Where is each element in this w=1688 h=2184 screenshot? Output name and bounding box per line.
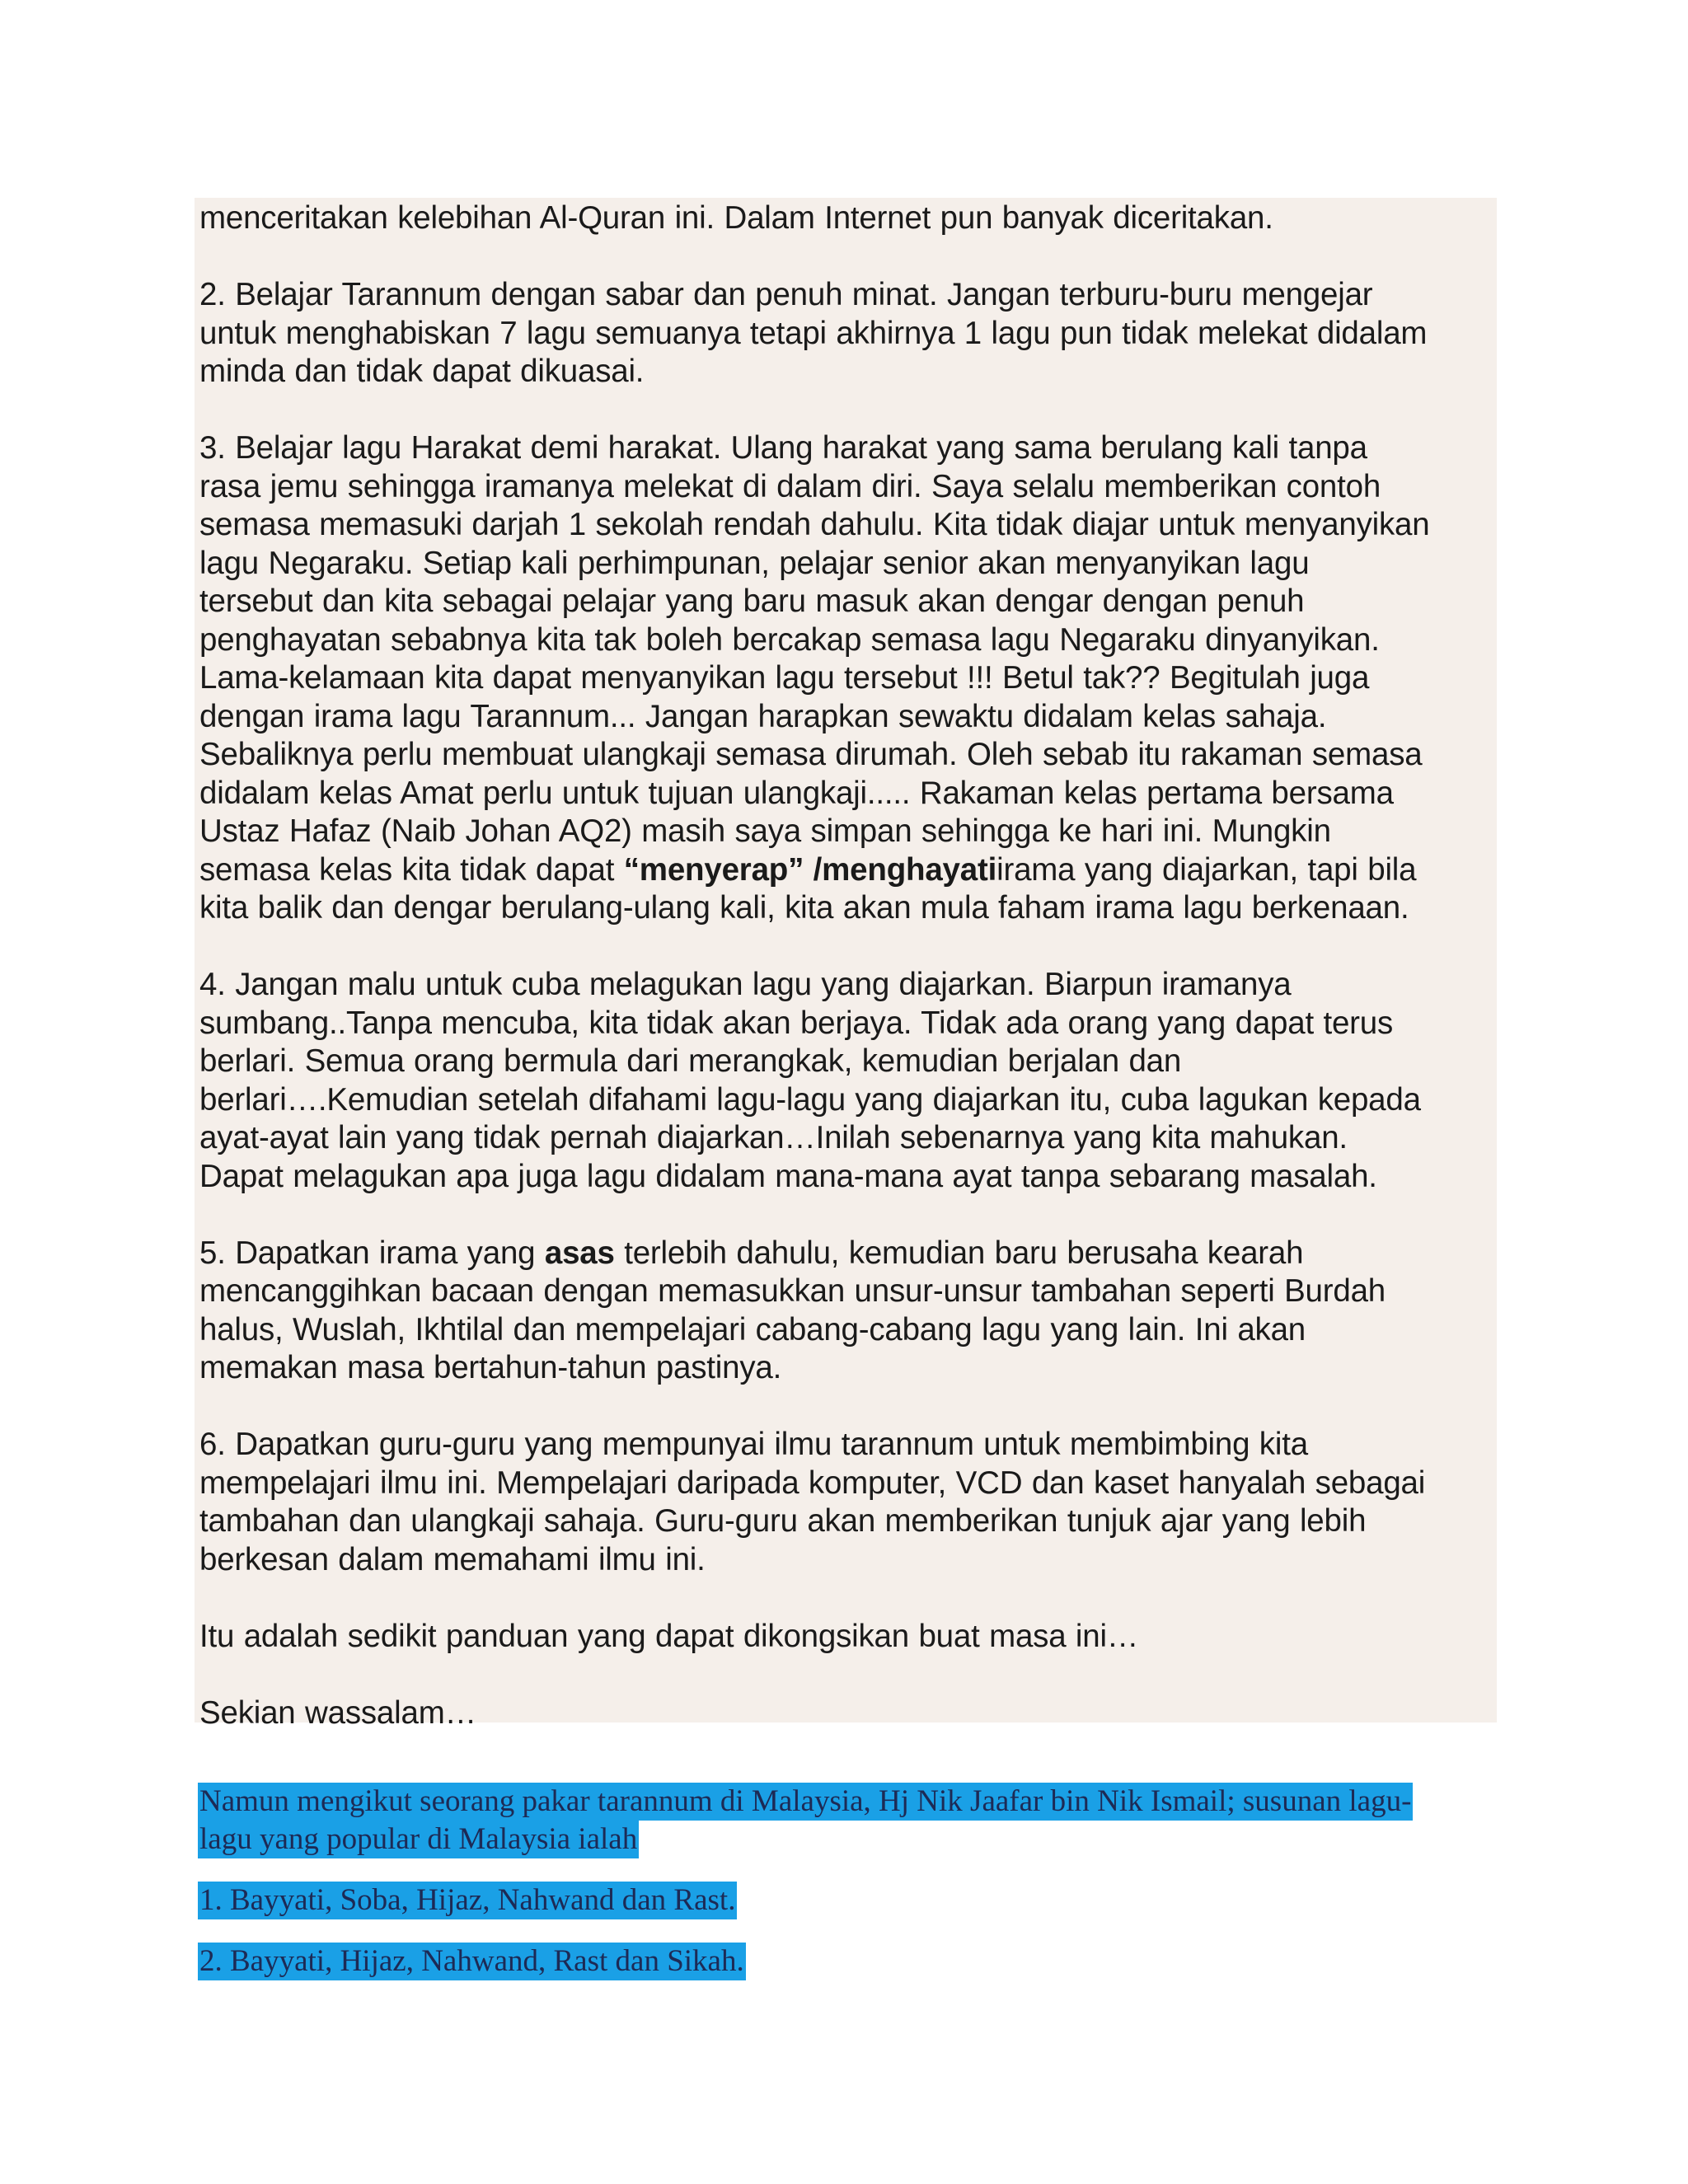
text-line-with-bold: [199, 851, 1493, 890]
text-line: tersebut dan kita sebagai pelajar yang baru masuk akan dengar dengan penuh: [199, 583, 1305, 619]
highlighted-line: 2. Bayyati, Hijaz, Nahwand, Rast dan Sikah.: [198, 1943, 746, 1980]
paragraph-tip-5: [199, 1235, 1493, 1388]
text-line: Sekian wassalam…: [199, 1694, 476, 1731]
text-line: dengan irama lagu Tarannum... Jangan harapkan sewaktu didalam kelas sahaja.: [199, 698, 1327, 734]
highlighted-intro: [198, 1783, 1500, 1858]
text-line: Ustaz Hafaz (Naib Johan AQ2) masih saya simpan sehingga ke hari ini. Mungkin: [199, 813, 1331, 849]
text-line: semasa memasuki darjah 1 sekolah rendah dahulu. Kita tidak diajar untuk menyanyikan: [199, 507, 1430, 542]
text-line: penghayatan sebabnya kita tak boleh bercakap semasa lagu Negaraku dinyanyikan.: [199, 621, 1380, 658]
text-line: 6. Dapatkan guru-guru yang mempunyai ilmu tarannum untuk membimbing kita: [199, 1427, 1308, 1462]
text-line: minda dan tidak dapat dikuasai.: [199, 354, 645, 389]
text-line: rasa jemu sehingga iramanya melekat di dalam diri. Saya selalu memberikan contoh: [199, 468, 1381, 504]
highlighted-section: [198, 1783, 1500, 1980]
text-line-with-bold: [199, 1235, 1493, 1273]
text-line: menceritakan kelebihan Al-Quran ini. Dalam Internet pun banyak diceritakan.: [199, 200, 1273, 236]
text-line: untuk menghabiskan 7 lagu semuanya tetapi akhirnya 1 lagu pun tidak melekat didalam: [199, 315, 1428, 351]
text-line: mencanggihkan bacaan dengan memasukkan unsur-unsur tambahan seperti Burdah: [199, 1273, 1386, 1309]
highlighted-line: 1. Bayyati, Soba, Hijaz, Nahwand dan Rast.: [198, 1882, 737, 1919]
paragraph-tip-4: [199, 966, 1493, 1196]
text-line: sumbang..Tanpa mencuba, kita tidak akan berjaya. Tidak ada orang yang dapat terus: [199, 1005, 1394, 1041]
paragraph-salutation: [199, 1694, 1493, 1733]
text-segment: terlebih dahulu, kemudian baru berusaha kearah: [614, 1235, 1304, 1271]
text-line: berlari. Semua orang bermula dari merangkak, kemudian berjalan dan: [199, 1043, 1182, 1079]
paragraph-tip-3: [199, 429, 1493, 928]
text-line: didalam kelas Amat perlu untuk tujuan ulangkaji..... Rakaman kelas pertama bersama: [199, 775, 1394, 811]
text-line: Sebaliknya perlu membuat ulangkaji semasa dirumah. Oleh sebab itu rakaman semasa: [199, 737, 1423, 772]
bold-word: asas: [544, 1235, 615, 1271]
text-line: 2. Belajar Tarannum dengan sabar dan penuh minat. Jangan terburu-buru mengejar: [199, 277, 1373, 312]
paragraph-tip-2: [199, 276, 1493, 391]
text-segment: irama yang diajarkan, tapi bila: [996, 851, 1417, 888]
text-line: tambahan dan ulangkaji sahaja. Guru-guru akan memberikan tunjuk ajar yang lebih: [199, 1503, 1367, 1539]
highlighted-list-item: [198, 1943, 1500, 1980]
paragraph-intro-end: [199, 199, 1493, 238]
text-line: 3. Belajar lagu Harakat demi harakat. Ulang harakat yang sama berulang kali tanpa: [199, 430, 1367, 466]
article-body: [199, 199, 1493, 1732]
bold-phrase: “menyerap” /menghayati: [623, 851, 997, 888]
text-line: Lama-kelamaan kita dapat menyanyikan lagu tersebut !!! Betul tak?? Begitulah juga: [199, 660, 1370, 696]
text-line: Dapat melagukan apa juga lagu didalam mana-mana ayat tanpa sebarang masalah.: [199, 1158, 1377, 1194]
text-line: berlari….Kemudian setelah difahami lagu-lagu yang diajarkan itu, cuba lagukan kepada: [199, 1081, 1421, 1118]
text-line: Itu adalah sedikit panduan yang dapat dikongsikan buat masa ini…: [199, 1618, 1139, 1654]
text-segment: 5. Dapatkan irama yang: [199, 1235, 545, 1271]
text-segment: semasa kelas kita tidak dapat: [199, 851, 624, 888]
highlighted-line: Namun mengikut seorang pakar tarannum di Malaysia, Hj Nik Jaafar bin Nik Ismail; susunan lagu-: [198, 1783, 1413, 1821]
highlighted-list-item: [198, 1882, 1500, 1919]
text-line: halus, Wuslah, Ikhtilal dan mempelajari cabang-cabang lagu yang lain. Ini akan: [199, 1311, 1306, 1347]
text-line: memakan masa bertahun-tahun pastinya.: [199, 1350, 782, 1385]
text-line: mempelajari ilmu ini. Mempelajari daripada komputer, VCD dan kaset hanyalah sebagai: [199, 1465, 1426, 1501]
text-line: 4. Jangan malu untuk cuba melagukan lagu yang diajarkan. Biarpun iramanya: [199, 967, 1292, 1002]
text-line: ayat-ayat lain yang tidak pernah diajarkan…Inilah sebenarnya yang kita mahukan.: [199, 1120, 1348, 1155]
highlighted-line: lagu yang popular di Malaysia ialah: [198, 1821, 639, 1858]
text-line: lagu Negaraku. Setiap kali perhimpunan, pelajar senior akan menyanyikan lagu: [199, 545, 1310, 581]
paragraph-tip-6: [199, 1426, 1493, 1579]
text-line: berkesan dalam memahami ilmu ini.: [199, 1541, 706, 1577]
text-line: kita balik dan dengar berulang-ulang kali, kita akan mula faham irama lagu berkenaan.: [199, 890, 1409, 926]
paragraph-closing: [199, 1618, 1493, 1657]
